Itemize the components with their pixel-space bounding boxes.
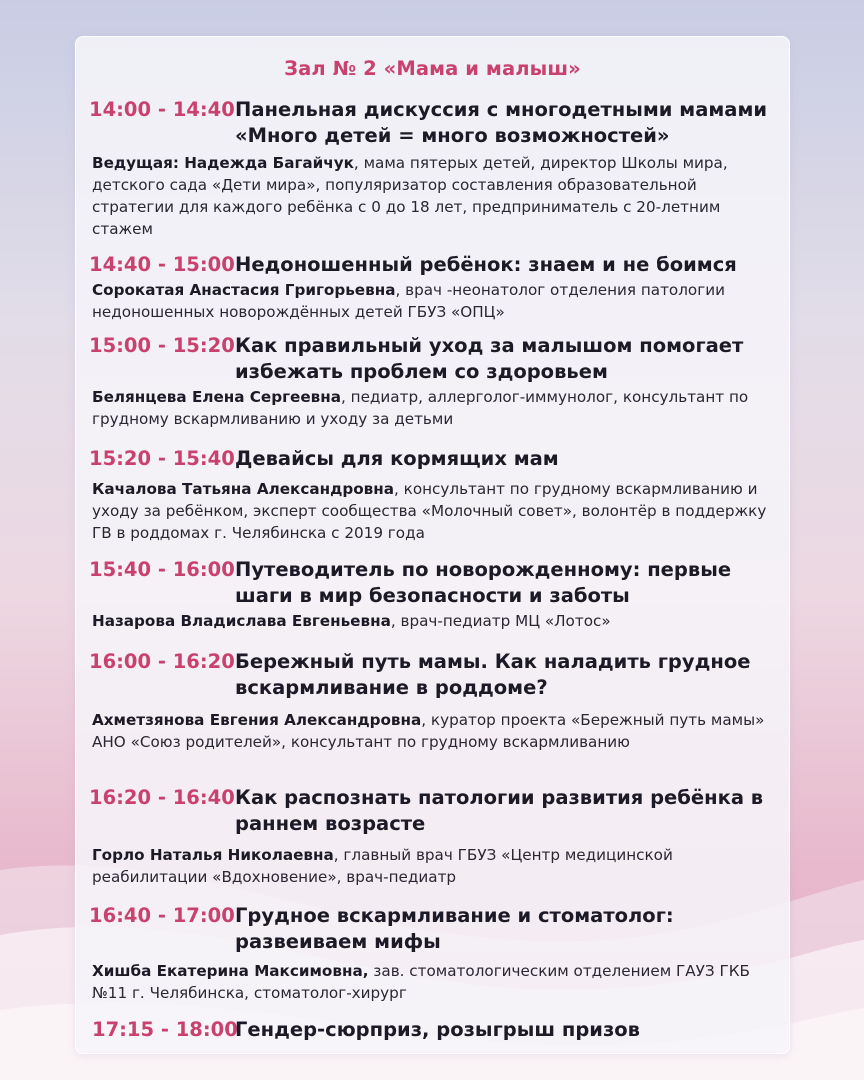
session-time: 15:40 - 16:00 [89, 558, 235, 581]
session-title: Как правильный уход за малышом помогает избежать проблем со здоровьем [235, 334, 744, 383]
speaker-info: , главный врач ГБУЗ «Центр медицинской реабилитации «Вдохновение», врач-педиатр [92, 846, 673, 886]
session-title: Путеводитель по новорожденному: первые шаги в мир безопасности и заботы [235, 558, 732, 607]
speaker-info: , педиатр, аллерголог-иммунолог, консультант по грудному вскармливанию и уходу за детьми [92, 388, 749, 428]
session-title: Панельная дискуссия с многодетными мамами «Много детей = много возможностей» [235, 98, 768, 147]
session-time: 17:15 - 18:00 [92, 1018, 238, 1041]
session-description [92, 709, 782, 753]
speaker-name: Горло Наталья Николаевна [92, 846, 334, 864]
session-description [92, 960, 782, 1004]
speaker-info: , консультант по грудному вскармливанию и уходу за ребёнком, эксперт сообщества «Молочный совет», волонтёр в поддержку ГВ в роддомах г. Челябинска с 2019 года [92, 480, 767, 542]
session-time: 16:40 - 17:00 [89, 904, 235, 927]
speaker-info: зав. стоматологическим отделением ГАУЗ ГКБ №11 г. Челябинска, стоматолог-хирург [92, 962, 750, 1002]
speaker-name: Ахметзянова Евгения Александровна [92, 711, 422, 729]
speaker-name: Качалова Татьяна Александровна [92, 480, 394, 498]
session-time: 14:40 - 15:00 [89, 253, 235, 276]
session-title: Девайсы для кормящих мам [235, 447, 559, 470]
speaker-name: Хишба Екатерина Максимовна, [92, 962, 369, 980]
session-title: Гендер-сюрприз, розыгрыш призов [235, 1018, 641, 1041]
speaker-name: Сорокатая Анастасия Григорьевна [92, 281, 396, 299]
session-description [92, 152, 782, 240]
session-title: Бережный путь мамы. Как наладить грудное вскармливание в роддоме? [235, 650, 751, 699]
session-time: 15:00 - 15:20 [89, 334, 235, 357]
speaker-info: , мама пятерых детей, директор Школы мира, детского сада «Дети мира», популяризатор составления образовательной стратегии для каждого ребёнка с 0 до 18 лет, предприниматель с 20-летним стажем [92, 154, 728, 238]
session-title: Грудное вскармливание и стоматолог: развеиваем мифы [235, 904, 674, 953]
speaker-name: Ведущая: Надежда Багайчук [92, 154, 354, 172]
session-description [92, 279, 782, 323]
session-description [92, 386, 782, 430]
session-time: 16:20 - 16:40 [89, 786, 235, 809]
session-time: 14:00 - 14:40 [89, 98, 235, 121]
speaker-info: , врач-педиатр МЦ «Лотос» [390, 612, 611, 630]
session-description [92, 610, 782, 632]
speaker-name: Назарова Владислава Евгеньевна [92, 612, 391, 630]
speaker-name: Белянцева Елена Сергеевна [92, 388, 341, 406]
session-title: Как распознать патологии развития ребёнка в раннем возрасте [235, 786, 764, 835]
session-title: Недоношенный ребёнок: знаем и не боимся [235, 253, 737, 276]
speaker-info: , куратор проекта «Бережный путь мамы» АНО «Союз родителей», консультант по грудному вскармливанию [92, 711, 765, 751]
hall-title: Зал № 2 «Мама и малыш» [284, 57, 581, 80]
session-time: 15:20 - 15:40 [89, 447, 235, 470]
session-description [92, 844, 782, 888]
speaker-info: , врач -неонатолог отделения патологии недоношенных новорождённых детей ГБУЗ «ОПЦ» [92, 281, 725, 321]
schedule-card [75, 36, 790, 1054]
session-description [92, 478, 782, 544]
session-time: 16:00 - 16:20 [89, 650, 235, 673]
